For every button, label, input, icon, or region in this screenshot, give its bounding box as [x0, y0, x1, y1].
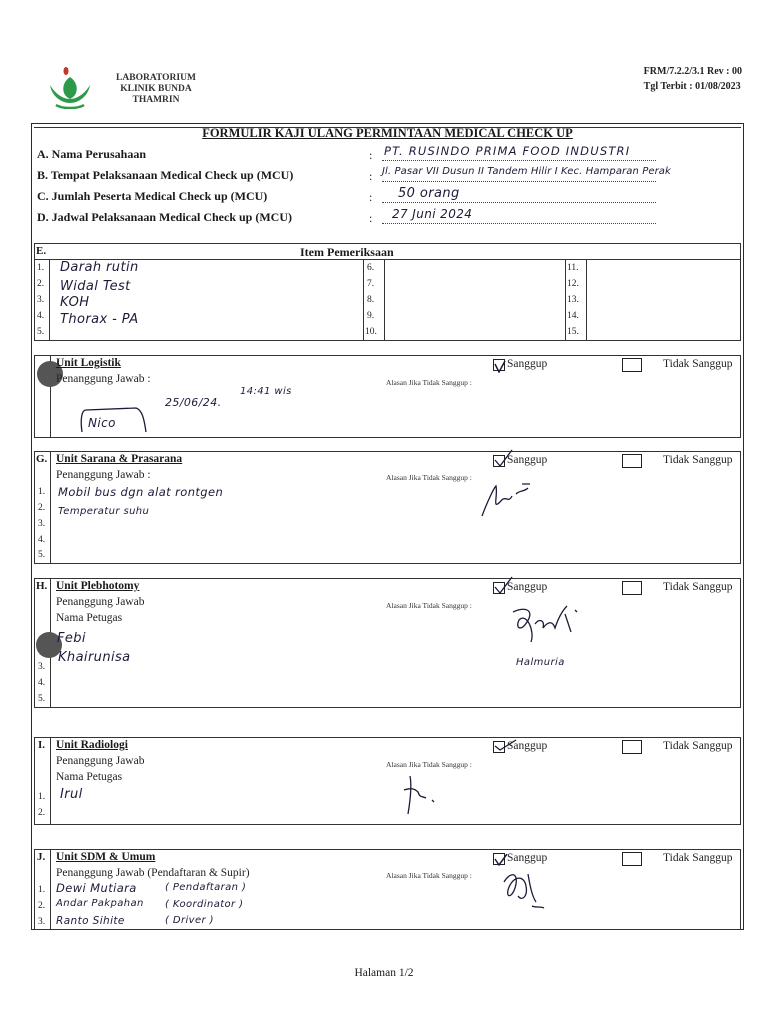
sanggup-checkbox[interactable]: [493, 741, 505, 753]
sanggup-label: Sanggup: [507, 852, 548, 864]
colon: :: [369, 169, 373, 183]
row-number: 1.: [38, 885, 46, 895]
section-radiologi-letter: I.: [38, 739, 46, 751]
item-number: 5.: [37, 327, 45, 337]
page-number: Halaman 1/2: [354, 967, 414, 979]
sdm-role: ( Pendaftaran ): [165, 882, 247, 893]
item-number: 14.: [567, 311, 579, 321]
tidak-sanggup-checkbox[interactable]: [622, 740, 642, 754]
sanggup-checkbox[interactable]: [493, 582, 505, 594]
field-a-value: PT. RUSINDO PRIMA FOOD INDUSTRI: [384, 144, 631, 158]
plebhotomy-sign-name: Halmuria: [516, 657, 565, 668]
pj-label: Penanggung Jawab (Pendaftaran & Supir): [56, 867, 250, 879]
row-number: 1.: [38, 792, 46, 802]
row-number: 4.: [38, 678, 46, 688]
row-number: 2.: [38, 503, 46, 513]
phlebotomy-staff: Febi: [57, 631, 86, 646]
sanggup-checkbox[interactable]: [493, 455, 505, 467]
sanggup-checkbox[interactable]: [493, 853, 505, 865]
item-value: Widal Test: [60, 279, 131, 294]
item-number: 6.: [367, 263, 375, 273]
item-number: 8.: [367, 295, 375, 305]
sdm-role: ( Driver ): [165, 915, 214, 926]
item-number: 13.: [567, 295, 579, 305]
nama-petugas-label: Nama Petugas: [56, 612, 123, 624]
field-d-label: D. Jadwal Pelaksanaan Medical Check up (MCU): [37, 210, 293, 224]
tidak-sanggup-checkbox[interactable]: [622, 852, 642, 866]
check-icon: [494, 361, 506, 373]
tidak-sanggup-checkbox[interactable]: [622, 581, 642, 595]
tidak-sanggup-checkbox[interactable]: [622, 358, 642, 372]
field-c-line: [382, 202, 656, 203]
item-number: 12.: [567, 279, 579, 289]
tidak-sanggup-label: Tidak Sanggup: [663, 852, 733, 864]
tidak-sanggup-label: Tidak Sanggup: [663, 454, 733, 466]
form-title: FORMULIR KAJI ULANG PERMINTAAN MEDICAL CHECK UP: [202, 126, 573, 140]
item-number: 11.: [567, 263, 579, 273]
sdm-staff: Dewi Mutiara: [56, 881, 137, 895]
item-number: 3.: [37, 295, 45, 305]
row-number: 3.: [38, 662, 46, 672]
logistik-date-note: 25/06/24.: [165, 396, 222, 409]
pj-label: Penanggung Jawab: [56, 755, 145, 767]
field-a-label: A. Nama Perusahaan: [37, 147, 147, 161]
field-b-line: [382, 181, 656, 182]
section-plebhotomy-letter: H.: [36, 580, 48, 592]
alasan-label: Alasan Jika Tidak Sanggup :: [386, 378, 472, 387]
item-number: 1.: [37, 263, 45, 273]
pj-label: Penanggung Jawab: [56, 596, 145, 608]
tidak-sanggup-checkbox[interactable]: [622, 454, 642, 468]
section-rule: [50, 737, 51, 825]
colon: :: [369, 190, 373, 204]
item-number: 7.: [367, 279, 375, 289]
section-logistik-title: Unit Logistik: [56, 357, 121, 369]
sdm-staff: Andar Pakpahan: [56, 898, 144, 909]
sanggup-label: Sanggup: [507, 581, 548, 593]
document-code: FRM/7.2.2/3.1 Rev : 00 Tgl Terbit : 01/08/2023: [643, 66, 742, 92]
item-number: 10.: [365, 327, 377, 337]
field-a-line: [382, 160, 656, 161]
item-number: 9.: [367, 311, 375, 321]
sarana-note: Mobil bus dgn alat rontgen: [58, 485, 224, 499]
row-number: 2.: [38, 901, 46, 911]
row-number: 3.: [38, 917, 46, 927]
pj-label: Penanggung Jawab :: [56, 469, 151, 481]
section-sdm-letter: J.: [37, 851, 46, 863]
sdm-signature-icon: [498, 866, 548, 914]
items-col-rule: [565, 259, 566, 341]
item-value: KOH: [60, 295, 90, 310]
pj-label: Penanggung Jawab :: [56, 373, 151, 385]
sdm-role: ( Koordinator ): [165, 899, 244, 910]
field-b-value: Jl. Pasar VII Dusun II Tandem Hilir I Kec. Hamparan Perak: [382, 166, 671, 177]
plebhotomy-signature-icon: [505, 602, 585, 652]
colon: :: [369, 148, 373, 162]
field-c-label: C. Jumlah Peserta Medical Check up (MCU): [37, 189, 268, 203]
field-d-value: 27 Juni 2024: [392, 207, 473, 221]
item-number: 4.: [37, 311, 45, 321]
field-d-line: [382, 223, 656, 224]
items-col-rule: [49, 259, 50, 341]
logistik-time-note: 14:41 wis: [240, 386, 292, 397]
radiologi-staff: Irul: [60, 787, 83, 802]
item-value: Thorax - PA: [60, 312, 139, 327]
sanggup-label: Sanggup: [507, 740, 548, 752]
sanggup-label: Sanggup: [507, 454, 548, 466]
section-rule: [50, 849, 51, 930]
sanggup-checkbox[interactable]: [493, 359, 505, 371]
field-b-label: B. Tempat Pelaksanaan Medical Check up (MCU): [37, 168, 294, 182]
section-sdm-title: Unit SDM & Umum: [56, 851, 156, 863]
row-number: 5.: [38, 550, 46, 560]
item-number: 15.: [567, 327, 579, 337]
logistik-signature-name: Nico: [88, 416, 116, 430]
row-number: 2.: [38, 808, 46, 818]
logistik-signature-icon: [76, 398, 156, 434]
field-c-value: 50 orang: [398, 186, 460, 201]
sarana-note: Temperatur suhu: [58, 506, 150, 517]
alasan-label: Alasan Jika Tidak Sanggup :: [386, 601, 472, 610]
alasan-label: Alasan Jika Tidak Sanggup :: [386, 871, 472, 880]
items-col-rule: [363, 259, 364, 341]
radiologi-signature-icon: [400, 772, 450, 816]
section-radiologi-title: Unit Radiologi: [56, 739, 128, 751]
items-col-rule: [586, 259, 587, 341]
items-bottom-rule: [34, 340, 741, 341]
items-col-rule: [384, 259, 385, 341]
nama-petugas-label: Nama Petugas: [56, 771, 123, 783]
items-letter: E.: [36, 245, 47, 257]
section-sarana-title: Unit Sarana & Prasarana: [56, 453, 183, 465]
clinic-logo: [46, 65, 94, 109]
alasan-label: Alasan Jika Tidak Sanggup :: [386, 760, 472, 769]
alasan-label: Alasan Jika Tidak Sanggup :: [386, 473, 472, 482]
tidak-sanggup-label: Tidak Sanggup: [663, 358, 733, 370]
tidak-sanggup-label: Tidak Sanggup: [663, 740, 733, 752]
lab-name: LABORATORIUM KLINIK BUNDA THAMRIN: [116, 73, 196, 105]
item-number: 2.: [37, 279, 45, 289]
sarana-signature-icon: [478, 480, 538, 520]
lotus-logo-icon: [46, 65, 94, 109]
section-plebhotomy-title: Unit Plebhotomy: [56, 580, 140, 592]
sanggup-label: Sanggup: [507, 358, 548, 370]
colon: :: [369, 211, 373, 225]
items-heading: Item Pemeriksaan: [300, 245, 394, 259]
row-number: 4.: [38, 535, 46, 545]
item-value: Darah rutin: [60, 260, 139, 275]
sdm-staff: Ranto Sihite: [56, 915, 125, 927]
tidak-sanggup-label: Tidak Sanggup: [663, 581, 733, 593]
section-sarana-letter: G.: [36, 453, 48, 465]
section-rule: [50, 451, 51, 564]
row-number: 5.: [38, 694, 46, 704]
phlebotomy-staff: Khairunisa: [58, 650, 131, 665]
row-number: 3.: [38, 519, 46, 529]
row-number: 1.: [38, 487, 46, 497]
